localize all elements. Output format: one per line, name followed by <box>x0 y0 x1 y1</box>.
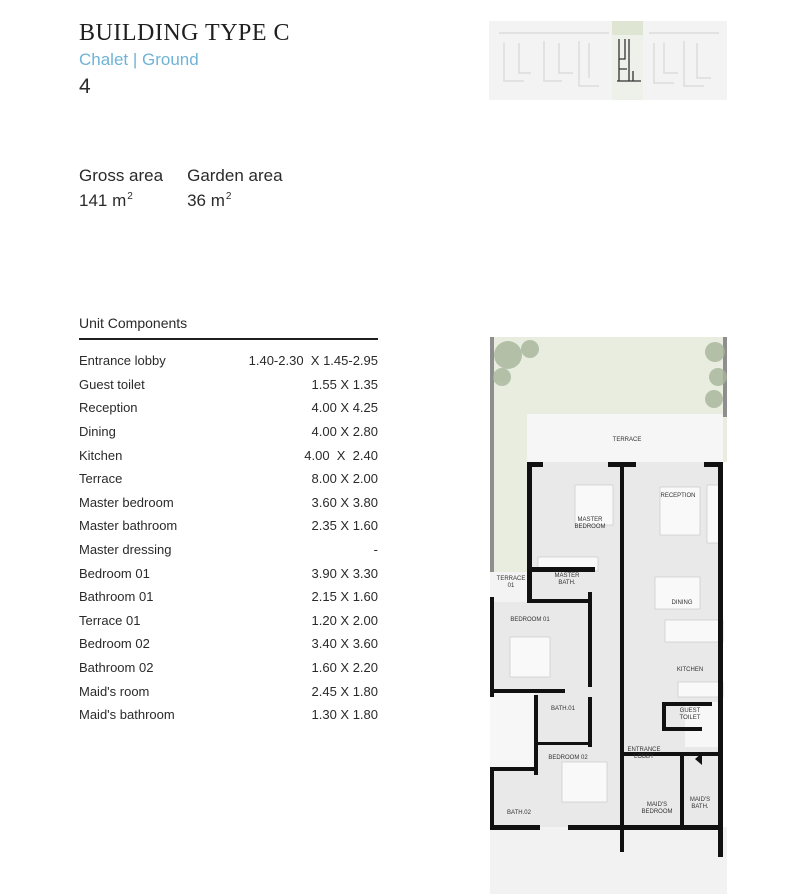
master-bath-label-2: BATH. <box>558 580 576 586</box>
gross-area-number: 141 m <box>79 191 127 210</box>
table-row <box>79 491 378 515</box>
garden-area-number: 36 m <box>187 191 225 210</box>
table-row <box>79 703 378 727</box>
room-name: Bathroom 02 <box>79 660 154 676</box>
floor-plan <box>490 337 727 894</box>
maids-bath-label: MAID'S <box>689 797 711 803</box>
room-dimensions: - <box>373 542 378 558</box>
room-name: Master bedroom <box>79 494 174 510</box>
area-summary <box>79 166 283 212</box>
room-name: Kitchen <box>79 447 123 463</box>
room-dimensions: 1.30 X 1.80 <box>311 707 378 723</box>
unit-subtitle: Chalet | Ground <box>79 50 199 69</box>
room-dimensions: 4.00 X 2.40 <box>304 447 378 463</box>
room-name: Guest toilet <box>79 376 145 392</box>
room-dimensions: 8.00 X 2.00 <box>311 471 378 487</box>
reception-label: RECEPTION <box>660 493 696 499</box>
room-name: Terrace 01 <box>79 612 141 628</box>
room-name: Bedroom 01 <box>79 565 150 581</box>
outside-area <box>490 827 727 894</box>
unit-components-heading: Unit Components <box>79 315 188 331</box>
dining-label: DINING <box>671 600 693 606</box>
room-dimensions: 1.40-2.30 X 1.45-2.95 <box>248 353 378 369</box>
room-dimensions: 3.90 X 3.30 <box>311 565 378 581</box>
key-plan-thumbnail <box>489 21 727 100</box>
room-dimensions: 1.20 X 2.00 <box>311 612 378 628</box>
room-name: Terrace <box>79 471 123 487</box>
room-name: Bathroom 01 <box>79 589 154 605</box>
room-dimensions: 3.40 X 3.60 <box>311 636 378 652</box>
table-row <box>79 349 378 373</box>
bath-01-label: BATH.01 <box>551 706 575 712</box>
table-row <box>79 679 378 703</box>
building-title: BUILDING TYPE C <box>79 20 291 46</box>
table-row <box>79 609 378 633</box>
table-row <box>79 632 378 656</box>
room-name: Master bathroom <box>79 518 178 534</box>
bedroom-01-label: BEDROOM 01 <box>510 617 550 623</box>
gross-area <box>79 166 163 212</box>
table-row <box>79 585 378 609</box>
components-table <box>79 349 378 727</box>
guest-toilet-label: GUEST <box>679 708 701 714</box>
room-name: Maid's bathroom <box>79 707 175 723</box>
entrance-lobby-label-2: LOBBY <box>633 754 655 760</box>
room-name: Master dressing <box>79 542 172 558</box>
table-row <box>79 396 378 420</box>
maids-bedroom-label: MAID'S <box>646 802 668 808</box>
room-name: Maid's room <box>79 683 150 699</box>
room-dimensions: 1.60 X 2.20 <box>311 660 378 676</box>
master-bath-label: MASTER <box>554 573 580 579</box>
bath-02-label: BATH.02 <box>507 810 531 816</box>
room-name: Dining <box>79 424 116 440</box>
garden-area-label: Garden area <box>187 166 283 185</box>
heading-divider <box>79 338 378 340</box>
maids-bedroom-label-2: BEDROOM <box>641 809 673 815</box>
table-row <box>79 467 378 491</box>
master-bedroom-label: MASTER <box>577 517 603 523</box>
master-bedroom-label-2: BEDROOM <box>574 524 606 530</box>
room-dimensions: 4.00 X 4.25 <box>311 400 378 416</box>
bedroom-02-label: BEDROOM 02 <box>548 755 588 761</box>
terrace-label: TERRACE <box>612 437 642 443</box>
table-row <box>79 538 378 562</box>
table-row <box>79 420 378 444</box>
gross-area-label: Gross area <box>79 166 164 185</box>
kitchen-label: KITCHEN <box>676 667 704 673</box>
garden-area-unit-sup: 2 <box>225 191 232 202</box>
garden-area <box>187 166 282 212</box>
terrace-01-label: TERRACE <box>496 576 526 582</box>
garden-area-value <box>187 186 282 212</box>
maids-bath-label-2: BATH. <box>691 804 709 810</box>
room-dimensions: 4.00 X 2.80 <box>311 424 378 440</box>
terrace-01-label-2: 01 <box>507 583 515 589</box>
room-dimensions: 2.35 X 1.60 <box>311 518 378 534</box>
table-row <box>79 656 378 680</box>
table-row <box>79 443 378 467</box>
gross-area-unit-sup: 2 <box>127 191 133 202</box>
room-name: Reception <box>79 400 138 416</box>
room-dimensions: 2.15 X 1.60 <box>311 589 378 605</box>
unit-number: 4 <box>79 75 91 98</box>
entrance-lobby-label: ENTRANCE <box>627 747 661 753</box>
room-name: Entrance lobby <box>79 353 166 369</box>
room-dimensions: 3.60 X 3.80 <box>311 494 378 510</box>
table-row <box>79 373 378 397</box>
key-plan-drawing <box>489 21 727 100</box>
room-name: Bedroom 02 <box>79 636 150 652</box>
guest-toilet-label-2: TOILET <box>679 715 701 721</box>
room-dimensions: 1.55 X 1.35 <box>311 376 378 392</box>
gross-area-value <box>79 186 163 212</box>
table-row <box>79 561 378 585</box>
table-row <box>79 514 378 538</box>
room-dimensions: 2.45 X 1.80 <box>311 683 378 699</box>
